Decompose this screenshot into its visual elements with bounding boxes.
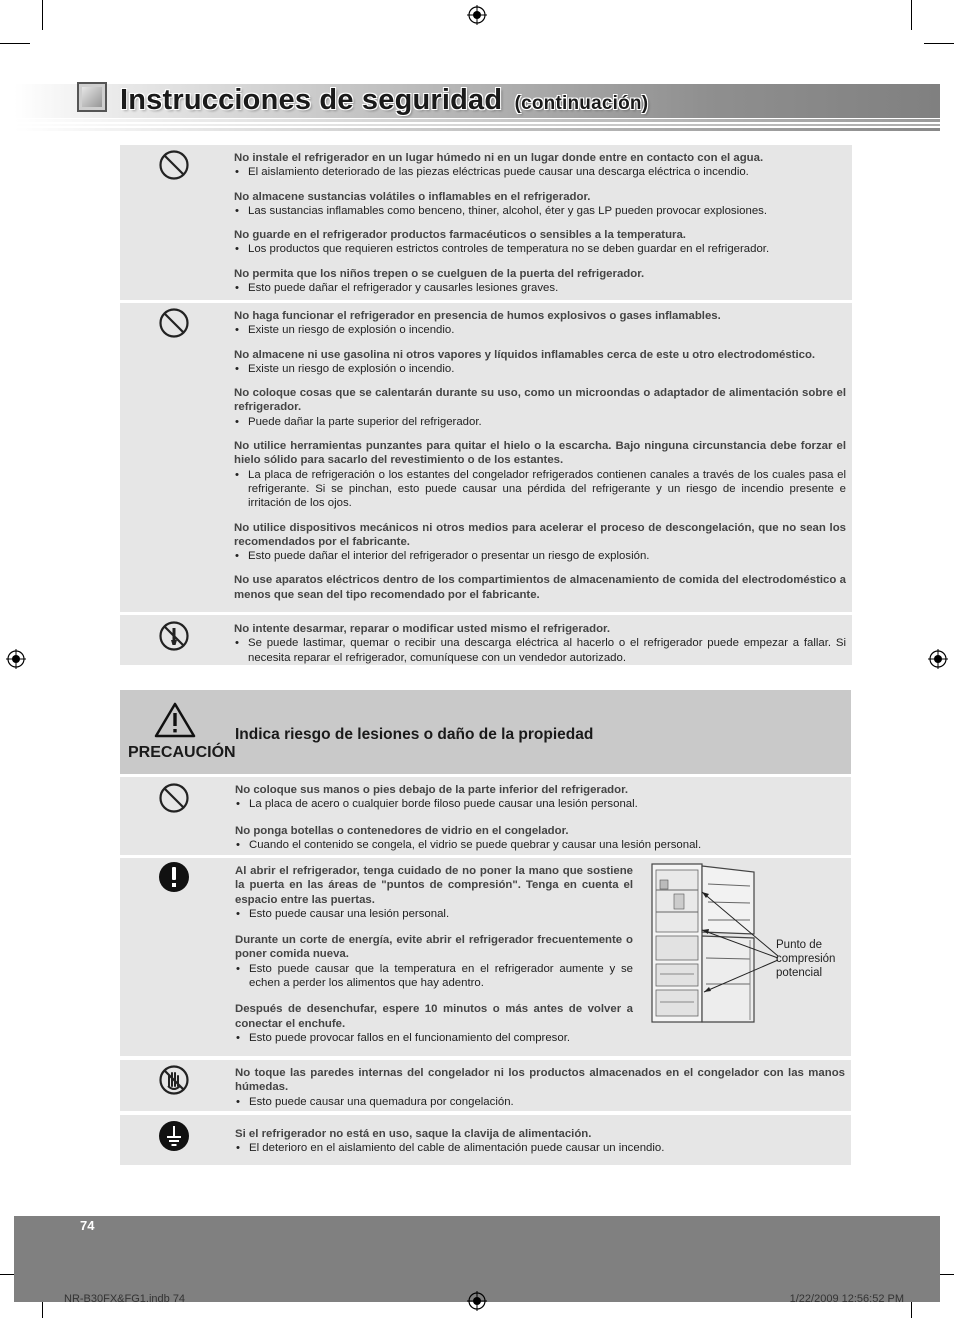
- instruction-title: Después de desenchufar, espere 10 minutos o más antes de volver a conectar el enchufe.: [235, 1003, 633, 1030]
- instruction-title: No coloque cosas que se calentarán durante su uso, como un microondas o adaptador de alimentación sobre el refrigerador.: [234, 387, 846, 414]
- file-timestamp: 1/22/2009 12:56:52 PM: [789, 1293, 904, 1305]
- instruction-title: No utilice dispositivos mecánicos ni otros medios para acelerar el proceso de descongelación, que no sean los recomendados por el fabricante.: [234, 521, 846, 548]
- caution-row-unplug: [120, 1115, 851, 1165]
- registration-mark-icon: [928, 649, 948, 669]
- row-content: [234, 151, 846, 295]
- instruction-title: No permita que los niños trepen o se cuelguen de la puerta del refrigerador.: [234, 267, 645, 280]
- instruction-bullet: • Esto puede dañar el interior del refrigerador o presentar un riesgo de explosión.: [234, 549, 846, 563]
- warning-row-prohibited-2: [120, 303, 852, 612]
- registration-mark-icon: [467, 5, 487, 25]
- instruction-bullet: • Cuando el contenido se congela, el vidrio se puede quebrar y causar una lesión personal.: [235, 838, 845, 852]
- instruction-title: No use aparatos eléctricos dentro de los compartimientos de almacenamiento de comida del electrodoméstico a menos que sean del tipo recomendado por el fabricante.: [234, 574, 846, 601]
- instruction-bullet: • Se puede lastimar, quemar o recibir una descarga eléctrica al hacerlo o el refrigerador puede empezar a fallar. Si necesita reparar el refrigerador, comuníquese con un vendedor autorizado.: [234, 636, 846, 665]
- warning-triangle-icon: [154, 702, 196, 738]
- no-disassembly-icon: [158, 620, 190, 652]
- instruction-bullet: • La placa de refrigeración o los estantes del congelador refrigerados contienen canales a través de los cuales pasa el refrigerante. Si se pinchan, esto puede causar una pérdida del refrigerante y un riesgo de incendio presente e irritación de los ojos.: [234, 468, 846, 511]
- instruction-title: No utilice herramientas punzantes para quitar el hielo o la escarcha. Bajo ninguna circunstancia debe forzar el hielo sólido para sacarlo del revestimiento o de los estantes.: [234, 440, 846, 467]
- instruction-title: No coloque sus manos o pies debajo de la parte inferior del refrigerador.: [235, 784, 629, 796]
- title-subtitle: (continuación): [514, 93, 649, 114]
- caution-header: [120, 690, 851, 774]
- instruction-title: Al abrir el refrigerador, tenga cuidado de no poner la mano que sostiene la puerta en las áreas de "puntos de compresión". Tenga en cuenta el espacio entre las puertas.: [235, 865, 633, 906]
- caution-row-mandatory: [120, 858, 851, 1056]
- instruction-bullet: • Existe un riesgo de explosión o incendio.: [234, 362, 846, 376]
- instruction-title: Si el refrigerador no está en uso, saque la clavija de alimentación.: [235, 1128, 592, 1140]
- no-wet-hands-icon: [158, 1064, 190, 1096]
- warning-row-prohibited-1: [120, 145, 852, 300]
- prohibited-icon: [158, 782, 190, 814]
- instruction-bullet: • Puede dañar la parte superior del refrigerador.: [234, 415, 846, 429]
- row-content: [234, 309, 846, 602]
- page-title: [120, 84, 648, 117]
- instruction-title: No haga funcionar el refrigerador en presencia de humos explosivos o gases inflamables.: [234, 310, 721, 322]
- instruction-bullet: • Las sustancias inflamables como benceno, thiner, alcohol, éter y gas LP pueden provocar explosiones.: [234, 204, 846, 218]
- unplug-icon: [158, 1120, 190, 1152]
- caution-label: PRECAUCIÓN: [128, 744, 236, 761]
- row-content: [235, 1127, 845, 1156]
- prohibited-icon: [158, 149, 190, 181]
- instruction-bullet: • El aislamiento deteriorado de las piezas eléctricas puede causar una descarga eléctrica o incendio.: [234, 165, 846, 179]
- instruction-bullet: • La placa de acero o cualquier borde filoso puede causar una lesión personal.: [235, 797, 845, 811]
- instruction-bullet: • Esto puede causar una lesión personal.: [235, 907, 633, 921]
- caution-row-wet-hands: [120, 1060, 851, 1111]
- page-number: 74: [80, 1218, 95, 1233]
- caution-description: Indica riesgo de lesiones o daño de la propiedad: [235, 726, 594, 743]
- instruction-title: Durante un corte de energía, evite abrir el refrigerador frecuentemente o poner comida nueva.: [235, 934, 633, 961]
- instruction-bullet: • El deterioro en el aislamiento del cable de alimentación puede causar un incendio.: [235, 1141, 845, 1155]
- instruction-title: No ponga botellas o contenedores de vidrio en el congelador.: [235, 824, 569, 837]
- title-text: Instrucciones de seguridad: [120, 84, 503, 116]
- instruction-bullet: • Esto puede causar una quemadura por congelación.: [235, 1095, 845, 1109]
- row-content: [235, 783, 845, 852]
- row-content: [235, 864, 633, 1045]
- instruction-bullet: • Esto puede provocar fallos en el funcionamiento del compresor.: [235, 1031, 633, 1045]
- instruction-title: No toque las paredes internas del congelador ni los productos almacenados en el congelador con las manos húmedas.: [235, 1067, 845, 1094]
- header-square-icon: [77, 82, 107, 112]
- instruction-bullet: • Los productos que requieren estrictos controles de temperatura no se deben guardar en el refrigerador.: [234, 242, 846, 256]
- registration-mark-icon: [467, 1291, 487, 1311]
- instruction-title: No instale el refrigerador en un lugar húmedo ni en un lugar donde entre en contacto con el agua.: [234, 152, 764, 164]
- instruction-title: No almacene sustancias volátiles o inflamables en el refrigerador.: [234, 190, 591, 203]
- instruction-bullet: • Esto puede causar que la temperatura en el refrigerador aumente y se echen a perder los alimentos que hay adentro.: [235, 962, 633, 991]
- prohibited-icon: [158, 307, 190, 339]
- instruction-title: No guarde en el refrigerador productos farmacéuticos o sensibles a la temperatura.: [234, 229, 686, 242]
- instruction-bullet: • Existe un riesgo de explosión o incendio.: [234, 323, 846, 337]
- figure-caption: Punto de compresión potencial: [776, 939, 836, 979]
- pointer-arrows: [700, 888, 780, 998]
- instruction-title: No almacene ni use gasolina ni otros vapores y líquidos inflamables cerca de este u otro electrodoméstico.: [234, 348, 816, 361]
- registration-mark-icon: [6, 649, 26, 669]
- row-content: [234, 622, 846, 665]
- warning-row-disassemble: [120, 615, 852, 665]
- row-content: [235, 1066, 845, 1109]
- mandatory-action-icon: [158, 861, 190, 893]
- caution-row-prohibited: [120, 777, 851, 855]
- instruction-title: No intente desarmar, reparar o modificar usted mismo el refrigerador.: [234, 623, 611, 635]
- footer-band: [14, 1216, 940, 1302]
- instruction-bullet: • Esto puede dañar el refrigerador y causarles lesiones graves.: [234, 281, 846, 295]
- file-slug: NR-B30FX&FG1.indb 74: [64, 1293, 186, 1305]
